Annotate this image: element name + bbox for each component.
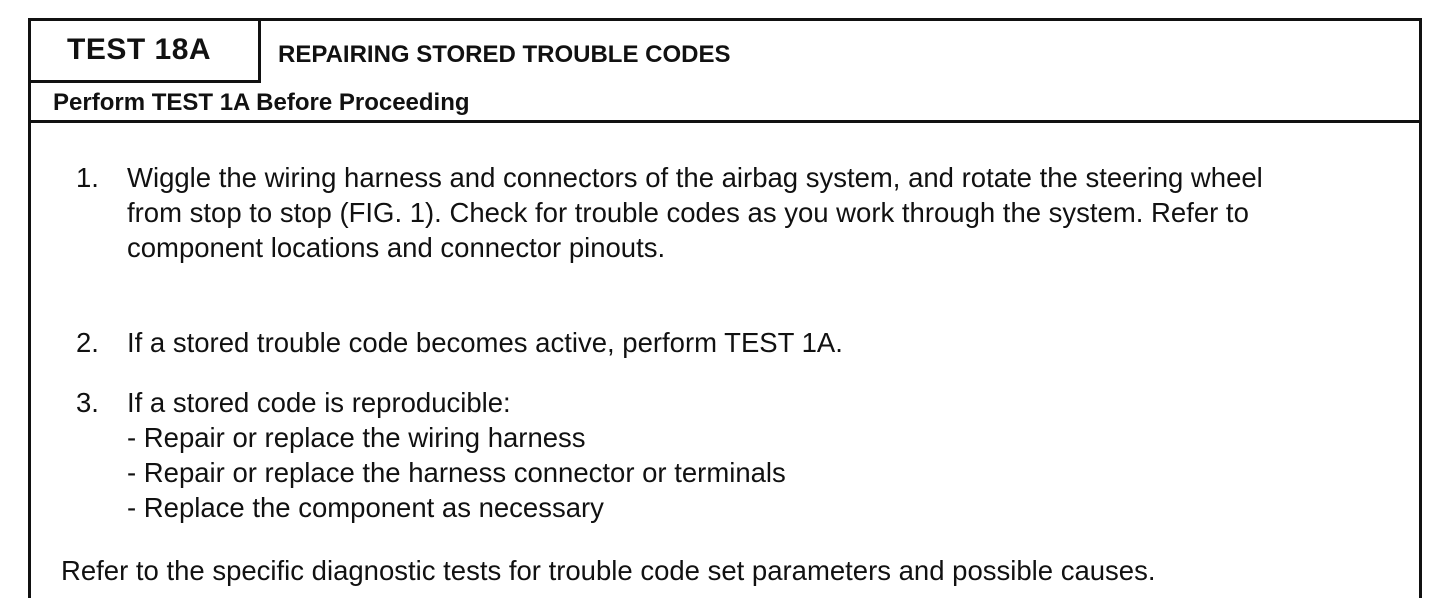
test-procedure-frame: [28, 18, 1422, 598]
step-text: [127, 325, 1402, 360]
sub-item: - Repair or replace the wiring harness: [127, 422, 586, 453]
sub-item: - Replace the component as necessary: [127, 492, 604, 523]
step-number: 2.: [76, 327, 99, 358]
step-line: If a stored trouble code becomes active, perform TEST 1A.: [127, 327, 843, 358]
step-line: Wiggle the wiring harness and connectors of the airbag system, and rotate the steering wheel: [127, 162, 1263, 193]
reference-note: Refer to the specific diagnostic tests for trouble code set parameters and possible causes.: [61, 555, 1156, 586]
test-title: REPAIRING STORED TROUBLE CODES: [278, 41, 731, 68]
step-text: [127, 160, 1402, 265]
sub-item: - Repair or replace the harness connector or terminals: [127, 457, 786, 488]
step-text: [127, 385, 1402, 525]
step-line: from stop to stop (FIG. 1). Check for trouble codes as you work through the system. Refer to: [127, 197, 1249, 228]
test-header: [31, 21, 1419, 83]
prerequisite-row: [31, 83, 1419, 123]
step-number: 1.: [76, 162, 99, 193]
test-id-box: [31, 21, 261, 83]
step-number: 3.: [76, 387, 99, 418]
step-line: component locations and connector pinouts.: [127, 232, 666, 263]
step-line: If a stored code is reproducible:: [127, 387, 511, 418]
prerequisite-text: Perform TEST 1A Before Proceeding: [53, 89, 470, 116]
test-id: TEST 18A: [67, 33, 212, 66]
